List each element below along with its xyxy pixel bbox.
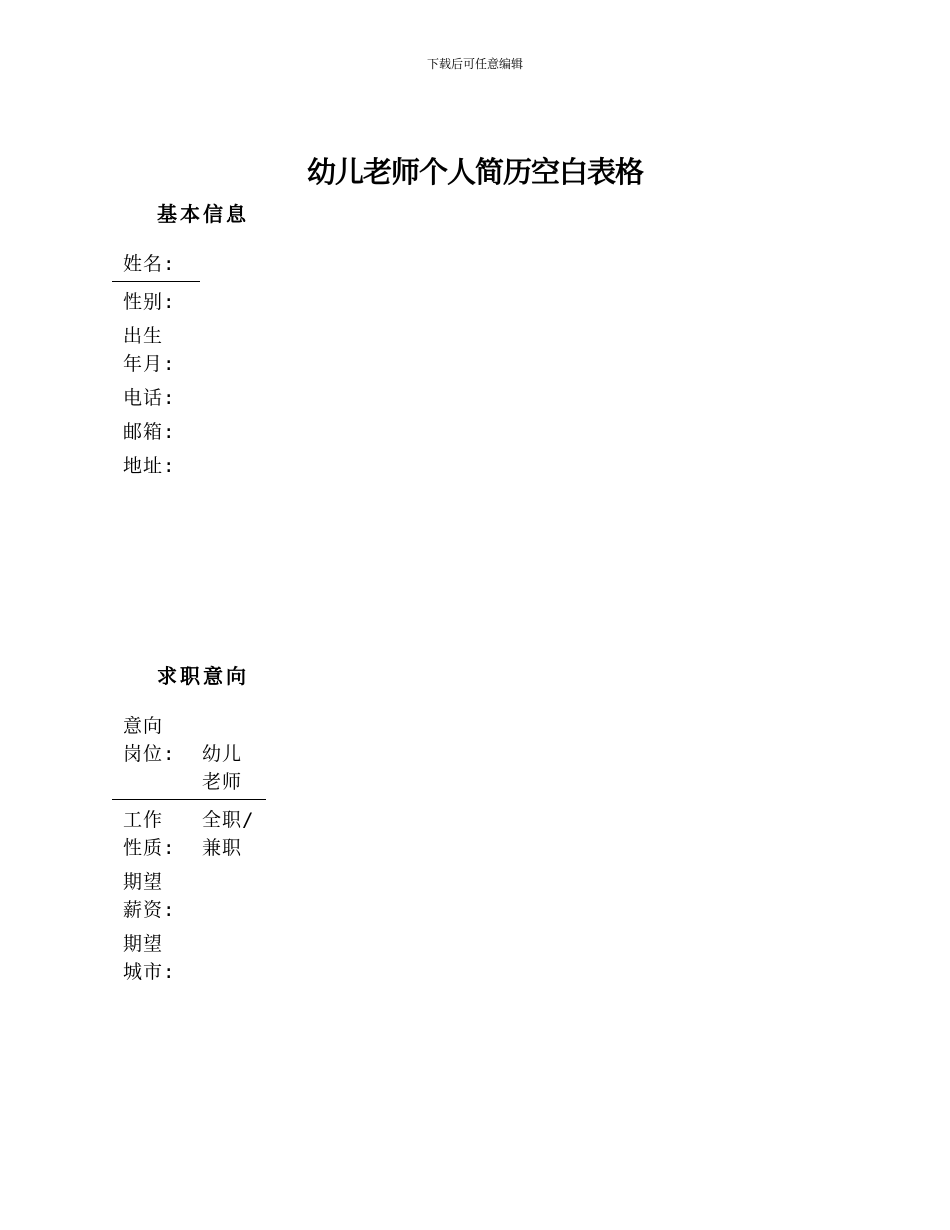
basic-info-row-email: [112, 412, 200, 446]
section-heading-basic-info: 基本信息: [157, 202, 249, 226]
field-value[interactable]: [189, 862, 266, 924]
field-label: 姓名:: [123, 253, 176, 275]
basic-info-row-address: [112, 446, 200, 480]
field-value[interactable]: 全职/兼职: [202, 809, 255, 859]
field-value[interactable]: [189, 924, 266, 986]
field-label: 工作性质:: [123, 809, 176, 859]
field-label: 电话:: [123, 387, 176, 409]
job-intent-row-city: [112, 924, 266, 986]
document-title: 幼儿老师个人简历空白表格: [306, 155, 643, 189]
field-label: 期望城市:: [123, 933, 176, 983]
job-intent-row-position: [112, 712, 266, 800]
job-intent-row-salary: [112, 862, 266, 924]
field-label: 性别:: [123, 291, 176, 313]
job-intent-table: [112, 712, 266, 986]
basic-info-row-gender: [112, 282, 200, 317]
field-label: 意向岗位:: [123, 715, 176, 765]
field-label: 期望薪资:: [123, 871, 176, 921]
basic-info-row-name: [112, 250, 200, 282]
basic-info-table: [112, 250, 200, 480]
field-value[interactable]: 幼儿老师: [202, 743, 243, 793]
basic-info-row-phone: [112, 378, 200, 412]
field-label: 邮箱:: [123, 421, 176, 443]
basic-info-row-birth: [112, 316, 200, 378]
field-label: 出生年月:: [123, 325, 176, 375]
header-note: 下载后可任意编辑: [426, 57, 523, 71]
field-label: 地址:: [123, 455, 176, 477]
job-intent-row-work-type: [112, 800, 266, 863]
section-heading-job-intent: 求职意向: [157, 664, 249, 688]
